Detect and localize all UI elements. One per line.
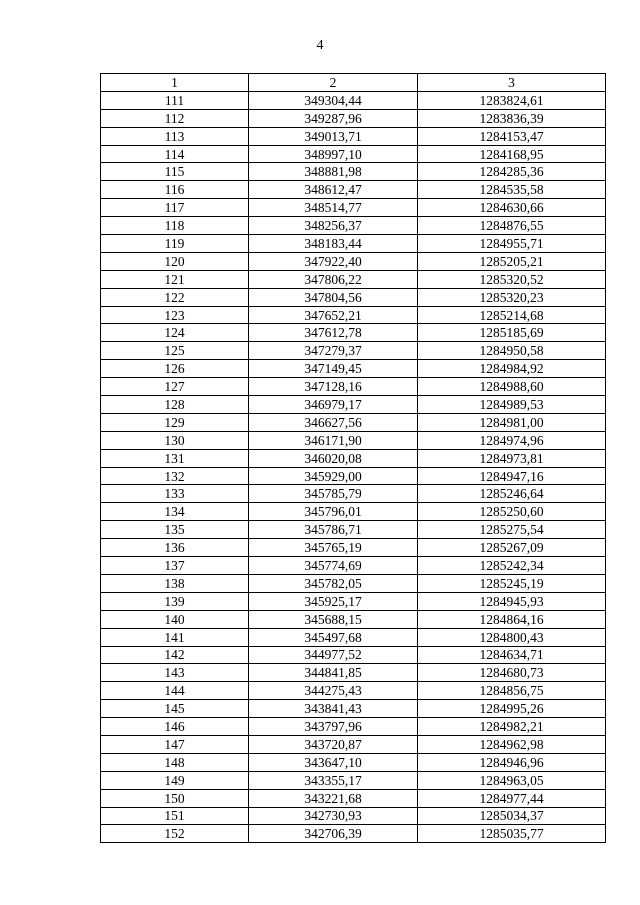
x-coordinate-cell: 348256,37	[249, 217, 418, 235]
table-row	[101, 807, 606, 825]
x-coordinate-cell: 349287,96	[249, 109, 418, 127]
point-number-cell: 140	[101, 610, 249, 628]
y-coordinate-cell: 1285245,19	[418, 574, 606, 592]
x-coordinate-cell: 345497,68	[249, 628, 418, 646]
point-number-cell: 144	[101, 682, 249, 700]
y-coordinate-cell: 1285320,52	[418, 270, 606, 288]
x-coordinate-cell: 345925,17	[249, 592, 418, 610]
point-number-cell: 116	[101, 181, 249, 199]
table-row	[101, 306, 606, 324]
table-row	[101, 181, 606, 199]
point-number-cell: 133	[101, 485, 249, 503]
x-coordinate-cell: 343355,17	[249, 771, 418, 789]
table-row	[101, 592, 606, 610]
x-coordinate-cell: 344275,43	[249, 682, 418, 700]
y-coordinate-cell: 1285246,64	[418, 485, 606, 503]
x-coordinate-cell: 343647,10	[249, 753, 418, 771]
column-header-2: 2	[249, 74, 418, 92]
y-coordinate-cell: 1284973,81	[418, 449, 606, 467]
point-number-cell: 119	[101, 235, 249, 253]
point-number-cell: 132	[101, 467, 249, 485]
point-number-cell: 149	[101, 771, 249, 789]
point-number-cell: 143	[101, 664, 249, 682]
y-coordinate-cell: 1285214,68	[418, 306, 606, 324]
x-coordinate-cell: 347652,21	[249, 306, 418, 324]
y-coordinate-cell: 1284974,96	[418, 431, 606, 449]
point-number-cell: 117	[101, 199, 249, 217]
point-number-cell: 141	[101, 628, 249, 646]
x-coordinate-cell: 345782,05	[249, 574, 418, 592]
point-number-cell: 130	[101, 431, 249, 449]
y-coordinate-cell: 1284981,00	[418, 413, 606, 431]
table-row	[101, 360, 606, 378]
x-coordinate-cell: 345796,01	[249, 503, 418, 521]
x-coordinate-cell: 346020,08	[249, 449, 418, 467]
x-coordinate-cell: 345688,15	[249, 610, 418, 628]
point-number-cell: 120	[101, 252, 249, 270]
x-coordinate-cell: 345786,71	[249, 521, 418, 539]
table-row	[101, 431, 606, 449]
table-row	[101, 413, 606, 431]
y-coordinate-cell: 1284955,71	[418, 235, 606, 253]
table-row	[101, 396, 606, 414]
y-coordinate-cell: 1284962,98	[418, 735, 606, 753]
x-coordinate-cell: 345765,19	[249, 539, 418, 557]
x-coordinate-cell: 346979,17	[249, 396, 418, 414]
x-coordinate-cell: 345785,79	[249, 485, 418, 503]
x-coordinate-cell: 348997,10	[249, 145, 418, 163]
point-number-cell: 125	[101, 342, 249, 360]
y-coordinate-cell: 1285275,54	[418, 521, 606, 539]
y-coordinate-cell: 1284950,58	[418, 342, 606, 360]
y-coordinate-cell: 1284800,43	[418, 628, 606, 646]
point-number-cell: 135	[101, 521, 249, 539]
x-coordinate-cell: 347612,78	[249, 324, 418, 342]
x-coordinate-cell: 349304,44	[249, 91, 418, 109]
table-header-row	[101, 74, 606, 92]
y-coordinate-cell: 1284995,26	[418, 700, 606, 718]
point-number-cell: 151	[101, 807, 249, 825]
x-coordinate-cell: 344977,52	[249, 646, 418, 664]
y-coordinate-cell: 1284856,75	[418, 682, 606, 700]
point-number-cell: 148	[101, 753, 249, 771]
table-row	[101, 163, 606, 181]
y-coordinate-cell: 1284946,96	[418, 753, 606, 771]
x-coordinate-cell: 343720,87	[249, 735, 418, 753]
table-row	[101, 449, 606, 467]
table-row	[101, 700, 606, 718]
table-row	[101, 342, 606, 360]
x-coordinate-cell: 343841,43	[249, 700, 418, 718]
point-number-cell: 146	[101, 718, 249, 736]
y-coordinate-cell: 1283824,61	[418, 91, 606, 109]
table-row	[101, 378, 606, 396]
point-number-cell: 129	[101, 413, 249, 431]
x-coordinate-cell: 342706,39	[249, 825, 418, 843]
table-row	[101, 467, 606, 485]
point-number-cell: 111	[101, 91, 249, 109]
table-row	[101, 610, 606, 628]
x-coordinate-cell: 346171,90	[249, 431, 418, 449]
table-row	[101, 199, 606, 217]
x-coordinate-cell: 348183,44	[249, 235, 418, 253]
table-row	[101, 539, 606, 557]
y-coordinate-cell: 1284535,58	[418, 181, 606, 199]
y-coordinate-cell: 1284963,05	[418, 771, 606, 789]
table-row	[101, 127, 606, 145]
point-number-cell: 113	[101, 127, 249, 145]
point-number-cell: 122	[101, 288, 249, 306]
x-coordinate-cell: 347279,37	[249, 342, 418, 360]
point-number-cell: 114	[101, 145, 249, 163]
coordinates-table	[100, 73, 606, 843]
table-row	[101, 825, 606, 843]
point-number-cell: 139	[101, 592, 249, 610]
column-header-3: 3	[418, 74, 606, 92]
y-coordinate-cell: 1284864,16	[418, 610, 606, 628]
y-coordinate-cell: 1285250,60	[418, 503, 606, 521]
table-row	[101, 646, 606, 664]
table-row	[101, 503, 606, 521]
y-coordinate-cell: 1284168,95	[418, 145, 606, 163]
table-row	[101, 145, 606, 163]
point-number-cell: 126	[101, 360, 249, 378]
table-row	[101, 735, 606, 753]
point-number-cell: 142	[101, 646, 249, 664]
point-number-cell: 138	[101, 574, 249, 592]
y-coordinate-cell: 1285035,77	[418, 825, 606, 843]
x-coordinate-cell: 347922,40	[249, 252, 418, 270]
y-coordinate-cell: 1284153,47	[418, 127, 606, 145]
y-coordinate-cell: 1285320,23	[418, 288, 606, 306]
point-number-cell: 128	[101, 396, 249, 414]
x-coordinate-cell: 347149,45	[249, 360, 418, 378]
y-coordinate-cell: 1285242,34	[418, 557, 606, 575]
table-row	[101, 718, 606, 736]
y-coordinate-cell: 1284680,73	[418, 664, 606, 682]
x-coordinate-cell: 342730,93	[249, 807, 418, 825]
table-row	[101, 217, 606, 235]
y-coordinate-cell: 1284947,16	[418, 467, 606, 485]
y-coordinate-cell: 1285267,09	[418, 539, 606, 557]
point-number-cell: 124	[101, 324, 249, 342]
x-coordinate-cell: 345929,00	[249, 467, 418, 485]
table-row	[101, 288, 606, 306]
table-row	[101, 521, 606, 539]
table-row	[101, 664, 606, 682]
table-row	[101, 324, 606, 342]
table-body	[101, 91, 606, 842]
y-coordinate-cell: 1284945,93	[418, 592, 606, 610]
x-coordinate-cell: 348881,98	[249, 163, 418, 181]
y-coordinate-cell: 1284876,55	[418, 217, 606, 235]
table-row	[101, 753, 606, 771]
point-number-cell: 152	[101, 825, 249, 843]
y-coordinate-cell: 1284988,60	[418, 378, 606, 396]
table-row	[101, 789, 606, 807]
point-number-cell: 134	[101, 503, 249, 521]
x-coordinate-cell: 347128,16	[249, 378, 418, 396]
x-coordinate-cell: 346627,56	[249, 413, 418, 431]
table-row	[101, 270, 606, 288]
x-coordinate-cell: 349013,71	[249, 127, 418, 145]
y-coordinate-cell: 1284989,53	[418, 396, 606, 414]
point-number-cell: 131	[101, 449, 249, 467]
y-coordinate-cell: 1285205,21	[418, 252, 606, 270]
point-number-cell: 136	[101, 539, 249, 557]
table-row	[101, 235, 606, 253]
y-coordinate-cell: 1285185,69	[418, 324, 606, 342]
x-coordinate-cell: 345774,69	[249, 557, 418, 575]
point-number-cell: 137	[101, 557, 249, 575]
y-coordinate-cell: 1284982,21	[418, 718, 606, 736]
x-coordinate-cell: 348612,47	[249, 181, 418, 199]
point-number-cell: 147	[101, 735, 249, 753]
y-coordinate-cell: 1284984,92	[418, 360, 606, 378]
x-coordinate-cell: 347806,22	[249, 270, 418, 288]
y-coordinate-cell: 1284285,36	[418, 163, 606, 181]
column-header-1: 1	[101, 74, 249, 92]
y-coordinate-cell: 1285034,37	[418, 807, 606, 825]
point-number-cell: 127	[101, 378, 249, 396]
y-coordinate-cell: 1283836,39	[418, 109, 606, 127]
table-row	[101, 557, 606, 575]
table-row	[101, 109, 606, 127]
table-row	[101, 91, 606, 109]
table-row	[101, 485, 606, 503]
table-row	[101, 771, 606, 789]
point-number-cell: 118	[101, 217, 249, 235]
x-coordinate-cell: 344841,85	[249, 664, 418, 682]
x-coordinate-cell: 343221,68	[249, 789, 418, 807]
table-row	[101, 574, 606, 592]
x-coordinate-cell: 347804,56	[249, 288, 418, 306]
y-coordinate-cell: 1284634,71	[418, 646, 606, 664]
point-number-cell: 123	[101, 306, 249, 324]
table-row	[101, 252, 606, 270]
page-number: 4	[316, 38, 324, 53]
table-row	[101, 682, 606, 700]
table-row	[101, 628, 606, 646]
x-coordinate-cell: 348514,77	[249, 199, 418, 217]
point-number-cell: 150	[101, 789, 249, 807]
point-number-cell: 115	[101, 163, 249, 181]
y-coordinate-cell: 1284630,66	[418, 199, 606, 217]
y-coordinate-cell: 1284977,44	[418, 789, 606, 807]
point-number-cell: 145	[101, 700, 249, 718]
point-number-cell: 112	[101, 109, 249, 127]
point-number-cell: 121	[101, 270, 249, 288]
x-coordinate-cell: 343797,96	[249, 718, 418, 736]
